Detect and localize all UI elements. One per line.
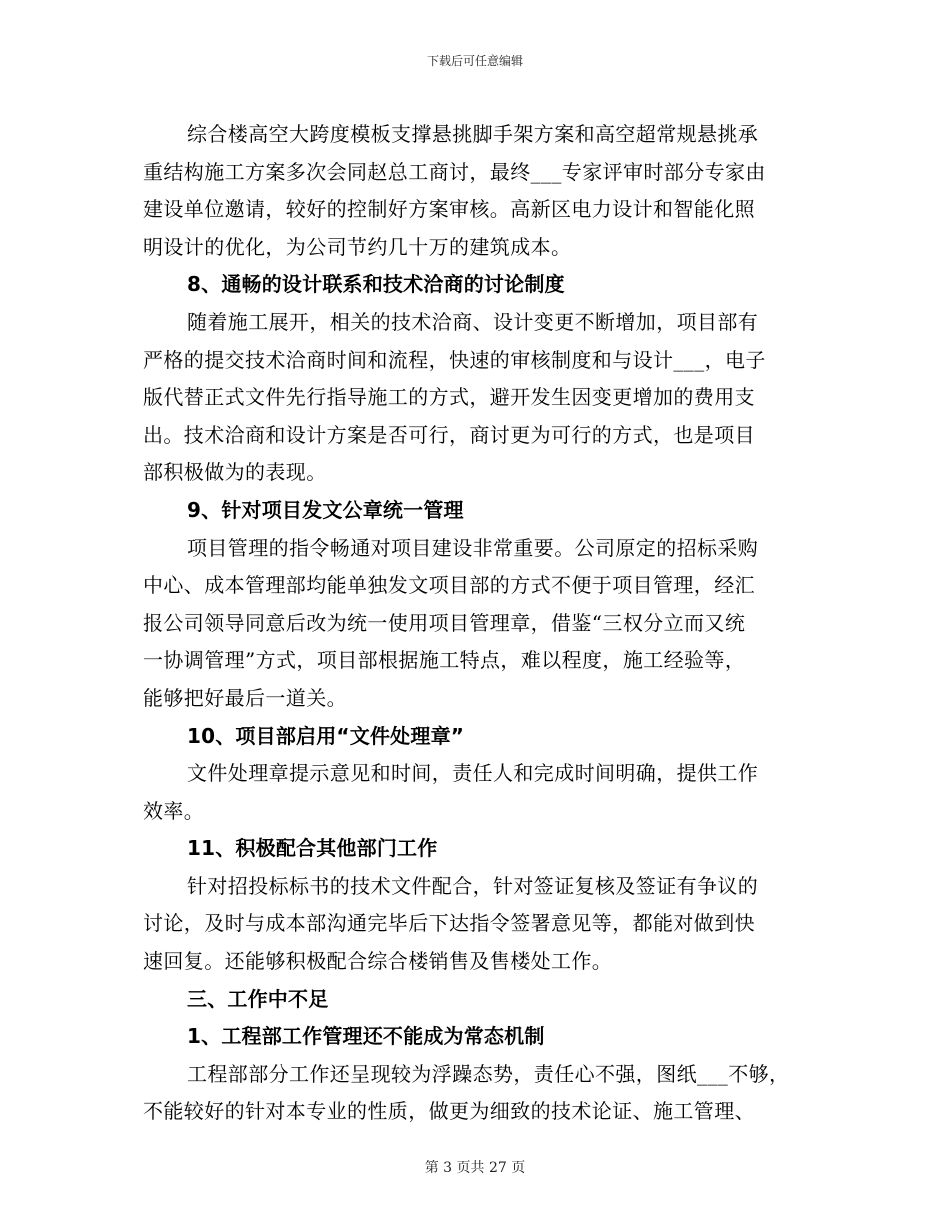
section-heading: 10、项目部启用“文件处理章”	[187, 723, 465, 748]
page-footer: 第 3 页共 27 页	[424, 1160, 526, 1176]
paragraph-line: 建设单位邀请，较好的控制好方案审核。高新区电力设计和智能化照	[143, 197, 755, 222]
paragraph-line: 重结构施工方案多次会同赵总工商讨，最终___专家评审时部分专家由	[143, 159, 766, 184]
paragraph-line: 综合楼高空大跨度模板支撑悬挑脚手架方案和高空超常规悬挑承	[187, 122, 759, 146]
paragraph-line: 报公司领导同意后改为统一使用项目管理章，借鉴“三权分立而又统	[143, 610, 746, 635]
paragraph-line: 项目管理的指令畅通对项目建设非常重要。公司原定的招标采购	[187, 535, 759, 560]
paragraph-line: 速回复。还能够积极配合综合楼销售及售楼处工作。	[143, 949, 613, 974]
section-heading: 三、工作中不足	[187, 986, 329, 1011]
paragraph-line: 工程部部分工作还呈现较为浮躁态势，责任心不强，图纸___不够，	[187, 1061, 790, 1086]
paragraph-line: 讨论，及时与成本部沟通完毕后下达指令签署意见等，都能对做到快	[143, 911, 755, 936]
paragraph-line: 能够把好最后一道关。	[143, 685, 347, 710]
paragraph-line: 效率。	[143, 798, 205, 823]
paragraph-line: 版代替正式文件先行指导施工的方式，避开发生因变更增加的费用支	[143, 385, 755, 410]
page-header: 下载后可任意编辑	[426, 54, 523, 68]
section-heading: 1、工程部工作管理还不能成为常态机制	[187, 1024, 545, 1049]
section-heading: 11、积极配合其他部门工作	[187, 836, 438, 861]
paragraph-line: 随着施工展开，相关的技术洽商、设计变更不断增加，项目部有	[187, 309, 759, 334]
document-body	[143, 116, 813, 1131]
paragraph-line: 明设计的优化，为公司节约几十万的建筑成本。	[143, 234, 572, 259]
section-heading: 9、针对项目发文公章统一管理	[187, 497, 464, 522]
paragraph-line: 针对招投标标书的技术文件配合，针对签证复核及签证有争议的	[187, 873, 759, 898]
paragraph-line: 一协调管理”方式，项目部根据施工特点，难以程度，施工经验等，	[143, 648, 746, 673]
paragraph-line: 出。技术洽商和设计方案是否可行，商讨更为可行的方式，也是项目	[143, 422, 755, 447]
paragraph-line: 文件处理章提示意见和时间，责任人和完成时间明确，提供工作	[187, 761, 759, 786]
paragraph-line: 中心、成本管理部均能单独发文项目部的方式不便于项目管理，经汇	[143, 573, 755, 598]
paragraph-line: 不能较好的针对本专业的性质，做更为细致的技术论证、施工管理、	[143, 1099, 755, 1124]
paragraph-line: 部积极做为的表现。	[143, 460, 327, 485]
section-heading: 8、通畅的设计联系和技术洽商的讨论制度	[187, 272, 565, 297]
paragraph-line: 严格的提交技术洽商时间和流程，快速的审核制度和与设计___，电子	[143, 347, 766, 372]
